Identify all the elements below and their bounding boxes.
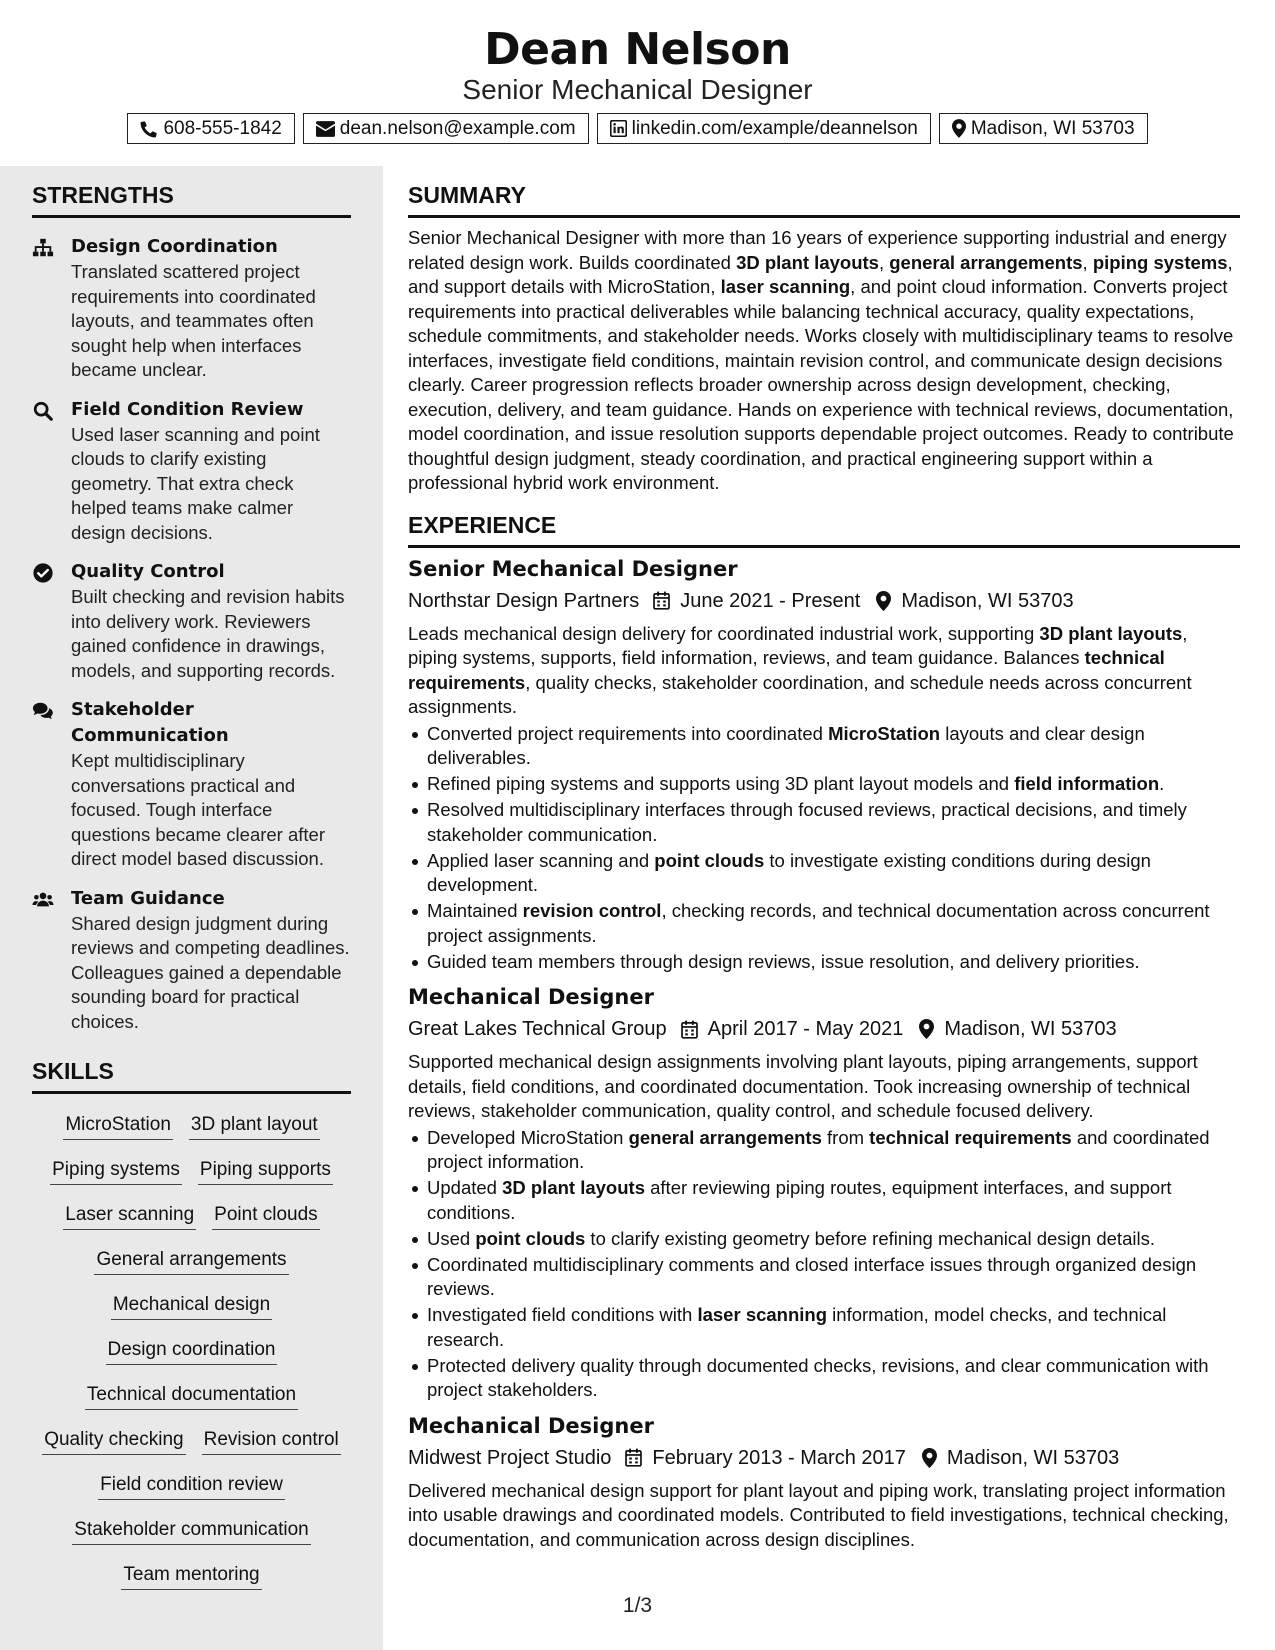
skill-tag: Stakeholder communication <box>72 1519 310 1545</box>
bold-keyword: 3D plant layouts <box>1039 622 1183 644</box>
text-run: Delivered mechanical design support for plant layout and piping work, translating project information into usable drawings and coordinated models. Contributed to field investigations, technical checking, documentation, and communication across design disciplines. <box>408 1479 1229 1550</box>
summary-text <box>408 226 1240 496</box>
users-icon <box>32 889 54 911</box>
text-run: Guided team members through design reviews, issue resolution, and delivery priorities. <box>427 950 1140 972</box>
candidate-name: Dean Nelson <box>484 24 791 75</box>
text-run: Applied laser scanning and <box>427 849 655 871</box>
experience-heading: EXPERIENCE <box>408 512 1240 548</box>
strengths-heading: STRENGTHS <box>32 182 351 218</box>
check-circle-icon <box>32 562 54 584</box>
contact-linkedin-text: linkedin.com/example/deannelson <box>631 117 918 139</box>
skill-tag: Piping systems <box>50 1159 182 1185</box>
skill-tag: General arrangements <box>94 1249 288 1275</box>
phone-icon <box>140 120 158 138</box>
strength-desc: Built checking and revision habits into delivery work. Reviewers gained confidence in drawings, models, and supporting records. <box>71 586 345 681</box>
job-description <box>408 1050 1240 1124</box>
job-bullet <box>408 1253 1240 1302</box>
skill-tag: Team mentoring <box>121 1564 261 1590</box>
search-icon <box>32 400 54 422</box>
text-run: Converted project requirements into coordinated <box>427 722 829 744</box>
bold-keyword: point clouds <box>654 849 765 871</box>
job-dates: February 2013 - March 2017 <box>652 1446 906 1469</box>
page-number: 1/3 <box>622 1594 653 1617</box>
text-run: Maintained <box>427 900 523 921</box>
job-bullets <box>408 1126 1240 1403</box>
skill-row <box>63 1104 319 1149</box>
strength-title: Stakeholder Communication <box>71 699 229 746</box>
text-run: Investigated field conditions with <box>427 1304 698 1325</box>
skill-tag: Revision control <box>202 1429 341 1455</box>
bold-keyword: technical requirements <box>869 1126 1072 1148</box>
bold-keyword: revision control <box>522 900 662 921</box>
skills-heading: SKILLS <box>32 1058 351 1094</box>
main-content <box>408 166 1240 1552</box>
skill-row <box>98 1464 285 1509</box>
text-run: Refined piping systems and supports using 3D plant layout models and <box>427 773 1015 794</box>
strength-item <box>32 886 351 1035</box>
skill-tag: Design coordination <box>106 1339 278 1365</box>
map-pin-icon <box>919 1019 934 1039</box>
contact-phone[interactable] <box>127 113 294 144</box>
strength-item <box>32 559 351 683</box>
contact-bar <box>0 113 1275 144</box>
comments-icon <box>32 700 54 722</box>
text-run: and coordinated project information. <box>427 1126 1210 1172</box>
bold-keyword: point clouds <box>475 1227 586 1249</box>
skill-row <box>50 1149 333 1194</box>
job-description <box>408 622 1240 720</box>
text-run: , <box>878 251 890 273</box>
strength-title: Team Guidance <box>71 887 225 909</box>
text-run: Senior Mechanical Designer with more than 16 years of experience supporting industrial and energy related design work. Builds coordinated <box>408 227 1227 273</box>
bold-keyword: field information <box>1014 773 1160 794</box>
sitemap-icon <box>32 237 54 259</box>
job-company: Northstar Design Partners <box>408 589 640 612</box>
strength-desc: Shared design judgment during reviews and competing deadlines. Colleagues gained a dependable sounding board for practical choices. <box>71 912 350 1032</box>
job-bullet <box>408 1227 1240 1252</box>
job-meta <box>408 586 1240 616</box>
skill-row <box>94 1239 288 1284</box>
skill-row <box>42 1419 341 1464</box>
map-pin-icon <box>876 591 891 611</box>
job-bullet <box>408 722 1240 771</box>
strength-title: Field Condition Review <box>71 398 304 420</box>
contact-email[interactable] <box>303 113 589 144</box>
text-run: , and support details with MicroStation, <box>408 251 1233 297</box>
job-bullets <box>408 722 1240 975</box>
bold-keyword: technical requirements <box>408 647 1165 693</box>
skill-row <box>106 1329 278 1374</box>
text-run: Updated <box>427 1177 503 1198</box>
strength-item <box>32 397 351 546</box>
job-description <box>408 1479 1240 1553</box>
text-run: Used <box>427 1227 476 1249</box>
text-run: information, model checks, and technical research. <box>427 1304 1167 1350</box>
contact-location-text: Madison, WI 53703 <box>970 117 1135 139</box>
calendar-icon <box>625 1448 642 1467</box>
skill-tag: Mechanical design <box>111 1294 272 1320</box>
text-run: to investigate existing conditions during design development. <box>427 849 1151 895</box>
skill-tag: Laser scanning <box>63 1204 196 1230</box>
linkedin-icon <box>610 120 627 137</box>
job-meta <box>408 1443 1240 1473</box>
calendar-icon <box>681 1020 698 1039</box>
job-dates: April 2017 - May 2021 <box>707 1018 904 1040</box>
text-run: , checking records, and technical documentation across concurrent project assignments. <box>427 900 1210 946</box>
contact-phone-text: 608-555-1842 <box>163 117 282 139</box>
skill-row <box>121 1554 261 1599</box>
skill-tag: Field condition review <box>98 1474 285 1500</box>
strength-desc: Used laser scanning and point clouds to clarify existing geometry. That extra check helped teams make calmer design decisions. <box>71 423 320 543</box>
job-entry <box>408 1411 1240 1553</box>
job-company: Midwest Project Studio <box>408 1446 612 1469</box>
skill-tag: MicroStation <box>63 1114 173 1140</box>
skill-tag: Technical documentation <box>85 1384 298 1410</box>
job-dates: June 2021 - Present <box>680 589 861 612</box>
strength-item <box>32 234 351 383</box>
job-bullet <box>408 772 1240 797</box>
job-bullet <box>408 1354 1240 1403</box>
bold-keyword: general arrangements <box>628 1126 822 1148</box>
job-bullet <box>408 1126 1240 1175</box>
text-run: , quality checks, stakeholder coordination, and schedule needs across concurrent assignments. <box>408 671 1192 717</box>
text-run: from <box>821 1126 870 1148</box>
skill-row <box>85 1374 298 1419</box>
job-bullet <box>408 849 1240 898</box>
job-title: Mechanical Designer <box>408 1413 654 1438</box>
contact-location <box>939 113 1148 144</box>
map-pin-icon <box>922 1448 937 1468</box>
job-bullet <box>408 1303 1240 1352</box>
summary-heading: SUMMARY <box>408 182 1240 218</box>
bold-keyword: general arrangements <box>889 251 1083 273</box>
sidebar <box>0 166 383 1650</box>
text-run: , piping systems, supports, field information, reviews, and team guidance. Balances <box>408 622 1188 668</box>
job-bullet <box>408 899 1240 948</box>
job-location: Madison, WI 53703 <box>946 1446 1120 1469</box>
strength-desc: Kept multidisciplinary conversations practical and focused. Tough interface questions became clearer after direct model based discussion. <box>71 750 325 869</box>
text-run: Developed MicroStation <box>427 1126 629 1148</box>
text-run: , and point cloud information. Converts project requirements into practical deliverables while balancing technical accuracy, quality expectations, schedule commitments, and stakeholder needs. Works closely with multidisciplinary teams to resolve interfaces, investigate field conditions, maintain revision control, and communicate design decisions clearly. Career progression reflects broader ownership across design development, checking, execution, delivery, and team guidance. Hands on experience with technical reviews, documentation, model coordination, and issue resolution supports dependable project outcomes. Ready to contribute thoughtful design judgment, steady coordination, and practical engineering support within a professional hybrid work environment. <box>408 276 1234 493</box>
text-run: after reviewing piping routes, equipment interfaces, and support conditions. <box>427 1177 1172 1223</box>
bold-keyword: laser scanning <box>720 276 851 297</box>
strength-title: Design Coordination <box>71 236 278 257</box>
skill-tag: Point clouds <box>212 1204 320 1230</box>
contact-email-text: dean.nelson@example.com <box>339 117 576 139</box>
calendar-icon <box>653 591 670 610</box>
text-run: Protected delivery quality through documented checks, revisions, and clear communication with project stakeholders. <box>427 1354 1209 1400</box>
job-title: Senior Mechanical Designer <box>408 556 738 581</box>
text-run: , <box>1082 251 1093 273</box>
bold-keyword: 3D plant layouts <box>736 251 879 273</box>
job-bullet <box>408 798 1240 847</box>
bold-keyword: MicroStation <box>828 722 941 744</box>
skill-tag: Piping supports <box>198 1159 333 1185</box>
skill-tag: Quality checking <box>42 1429 185 1455</box>
text-run: to clarify existing geometry before refining mechanical design details. <box>585 1227 1155 1249</box>
envelope-icon <box>316 121 335 137</box>
skill-row <box>111 1284 272 1329</box>
job-bullet <box>408 950 1240 975</box>
skill-tag: 3D plant layout <box>189 1114 320 1140</box>
strength-desc: Translated scattered project requirements into coordinated layouts, and teammates often sought help when interfaces became unclear. <box>71 261 316 380</box>
text-run: Leads mechanical design delivery for coordinated industrial work, supporting <box>408 622 1040 644</box>
text-run: Supported mechanical design assignments involving plant layouts, piping arrangements, support details, field conditions, and coordinated documentation. Took increasing ownership of technical reviews, stakeholder communication, quality control, and schedule focused delivery. <box>408 1051 1198 1121</box>
map-pin-icon <box>952 119 966 138</box>
job-bullet <box>408 1176 1240 1225</box>
text-run: Coordinated multidisciplinary comments and closed interface issues through organized design reviews. <box>427 1253 1197 1299</box>
skills-list <box>32 1104 351 1599</box>
skill-row <box>72 1509 310 1554</box>
skill-row <box>63 1194 319 1239</box>
strength-title: Quality Control <box>71 561 225 582</box>
job-entry <box>408 554 1240 975</box>
text-run: . <box>1159 773 1165 794</box>
text-run: Resolved multidisciplinary interfaces through focused reviews, practical decisions, and timely stakeholder communication. <box>427 799 1187 845</box>
candidate-title: Senior Mechanical Designer <box>462 74 813 105</box>
bold-keyword: 3D plant layouts <box>502 1177 645 1198</box>
strength-item <box>32 697 351 872</box>
resume-header <box>0 0 1275 166</box>
job-company: Great Lakes Technical Group <box>408 1018 667 1040</box>
job-location: Madison, WI 53703 <box>944 1018 1117 1040</box>
bold-keyword: laser scanning <box>697 1304 828 1325</box>
job-location: Madison, WI 53703 <box>901 589 1074 612</box>
job-entry <box>408 982 1240 1403</box>
job-meta <box>408 1014 1240 1044</box>
text-run: layouts and clear design deliverables. <box>427 722 1145 768</box>
job-title: Mechanical Designer <box>408 985 654 1009</box>
contact-linkedin[interactable] <box>597 113 931 144</box>
bold-keyword: piping systems <box>1092 251 1228 273</box>
